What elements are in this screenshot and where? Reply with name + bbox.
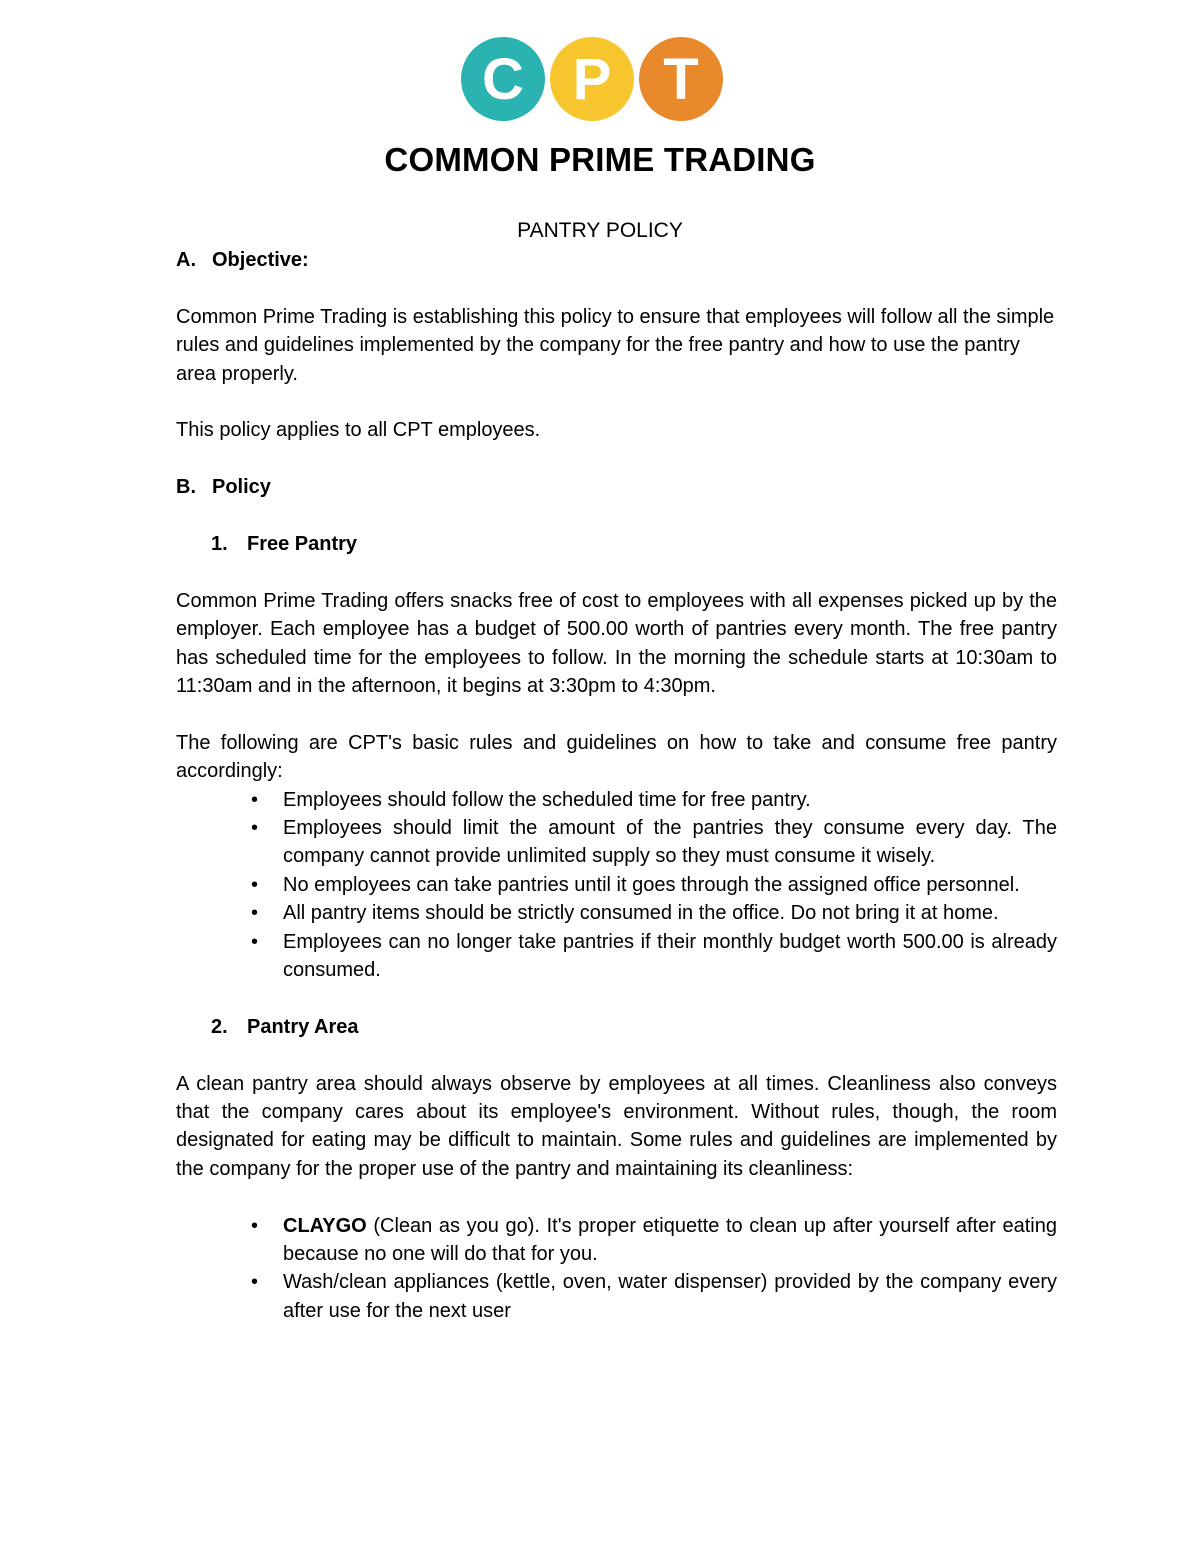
list-item: • Employees should limit the amount of the pantries they consume every day. The company cannot provide unlimited supply so they must consume it wisely. [247, 814, 1057, 871]
item-1-title: Free Pantry [247, 533, 358, 555]
logo-letter-c: C [482, 47, 524, 112]
claygo-term: CLAYGO [283, 1214, 367, 1237]
bullet-icon: • [251, 817, 259, 840]
cpt-logo [461, 37, 723, 121]
document-title: PANTRY POLICY [517, 219, 683, 242]
bullet-icon: • [251, 902, 259, 925]
section-b-title: Policy [212, 476, 271, 499]
free-pantry-rules-list [247, 786, 1057, 985]
rules-intro-paragraph: The following are CPT's basic rules and guidelines on how to take and consume free pantry accordingly: [176, 731, 1057, 783]
bullet-icon: • [251, 930, 259, 953]
pantry-area-paragraph: A clean pantry area should always observe by employees at all times. Cleanliness also conveys that the company cares about its employee's environment. Without rules, though, the room designated for eating may be difficult to maintain. Some rules and guidelines are implemented by the company for the proper use of the pantry and maintaining its cleanliness: [176, 1072, 1057, 1180]
free-pantry-heading [211, 530, 1057, 558]
list-item: • Employees should follow the scheduled time for free pantry. [247, 786, 1057, 814]
free-pantry-paragraph: Common Prime Trading offers snacks free of cost to employees with all expenses picked up by the employer. Each employee has a budget of 500.00 worth of pantries every month. The free pantry has scheduled time for the employees to follow. In the morning the schedule starts at 10:30am to 11:30am and in the afternoon, it begins at 3:30pm to 4:30pm. [176, 589, 1057, 698]
list-item: • All pantry items should be strictly consumed in the office. Do not bring it at home. [247, 899, 1057, 927]
pantry-area-heading [211, 1013, 1057, 1041]
section-b-marker: B. [176, 476, 196, 499]
applies-paragraph: This policy applies to all CPT employees. [176, 419, 541, 442]
section-a-heading [176, 246, 1057, 274]
document-body [176, 246, 1057, 1325]
bullet-icon: • [251, 788, 259, 811]
bullet-icon: • [251, 1214, 259, 1237]
item-2-marker: 2. [211, 1015, 228, 1038]
item-2-title: Pantry Area [247, 1015, 359, 1038]
logo-letter-t: T [663, 47, 699, 112]
list-item: • Employees can no longer take pantries if their monthly budget worth 500.00 is already consumed. [247, 928, 1057, 985]
list-item: • No employees can take pantries until it goes through the assigned office personnel. [247, 871, 1057, 899]
section-a-title: Objective: [212, 249, 309, 271]
bullet-icon: • [251, 873, 259, 896]
objective-paragraph: Common Prime Trading is establishing this policy to ensure that employees will follow all the simple rules and guidelines implemented by the company for the free pantry and how to use the pantry area properly. [176, 305, 1055, 385]
company-name: COMMON PRIME TRADING [384, 141, 816, 178]
logo-letter-p: P [572, 47, 612, 112]
list-item: • CLAYGO (Clean as you go). It's proper etiquette to clean up after yourself after eating because no one will do that for you. [247, 1212, 1057, 1269]
item-1-marker: 1. [211, 533, 228, 555]
list-item: • Wash/clean appliances (kettle, oven, water dispenser) provided by the company every after use for the next user [247, 1268, 1057, 1325]
pantry-area-rules-list [247, 1212, 1057, 1326]
bullet-icon: • [251, 1271, 259, 1294]
section-b-heading [176, 473, 1057, 501]
section-a-marker: A. [176, 249, 196, 271]
